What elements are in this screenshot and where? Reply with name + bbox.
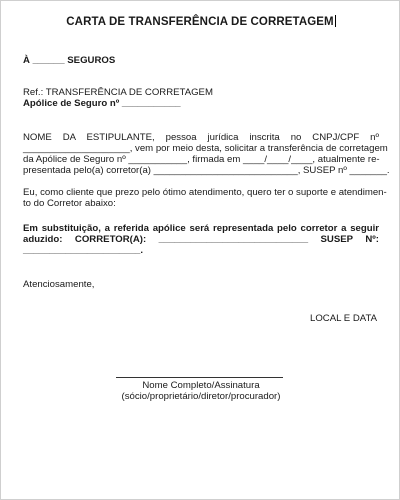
policy-number-line: Apólice de Seguro nº ___________ (23, 98, 181, 109)
text-cursor (335, 15, 336, 27)
paragraph-line: da Apólice de Seguro nº ___________, firmada em ____/____/____, atualmente re- (23, 154, 380, 165)
paragraph-line: NOME DA ESTIPULANTE, pessoa jurídica inscrita no CNPJ/CPF nº (23, 132, 379, 143)
paragraph-line: ____________________, vem por meio desta, solicitar a transferência de corretagem (23, 143, 388, 154)
paragraph-line: Em substituição, a referida apólice será representada pelo corretor a seguir (23, 223, 379, 234)
signature-role: (sócio/proprietário/diretor/procurador) (121, 391, 281, 402)
paragraph-line: aduzido: CORRETOR(A): ____________________________ SUSEP Nº: (23, 234, 379, 245)
document-title (1, 15, 400, 28)
place-date: LOCAL E DATA (310, 313, 377, 324)
closing: Atenciosamente, (23, 279, 95, 290)
paragraph-line: to do Corretor abaixo: (23, 198, 116, 209)
paragraph-client (23, 187, 387, 209)
paragraph-request (23, 132, 390, 176)
paragraph-line: ______________________. (23, 245, 144, 256)
paragraph-line: Eu, como cliente que prezo pelo ótimo atendimento, quero ter o suporte e atendimen- (23, 187, 387, 198)
paragraph-substitution (23, 223, 379, 256)
signature-name: Nome Completo/Assinatura (142, 380, 260, 391)
signature-line (116, 377, 283, 378)
addressee: À ______ SEGUROS (23, 55, 116, 66)
reference-line: Ref.: TRANSFERÊNCIA DE CORRETAGEM (23, 87, 213, 98)
paragraph-line: presentada pelo(a) corretor(a) ___________________________, SUSEP nº _______. (23, 165, 390, 176)
title-text: CARTA DE TRANSFERÊNCIA DE CORRETAGEM (66, 16, 334, 28)
